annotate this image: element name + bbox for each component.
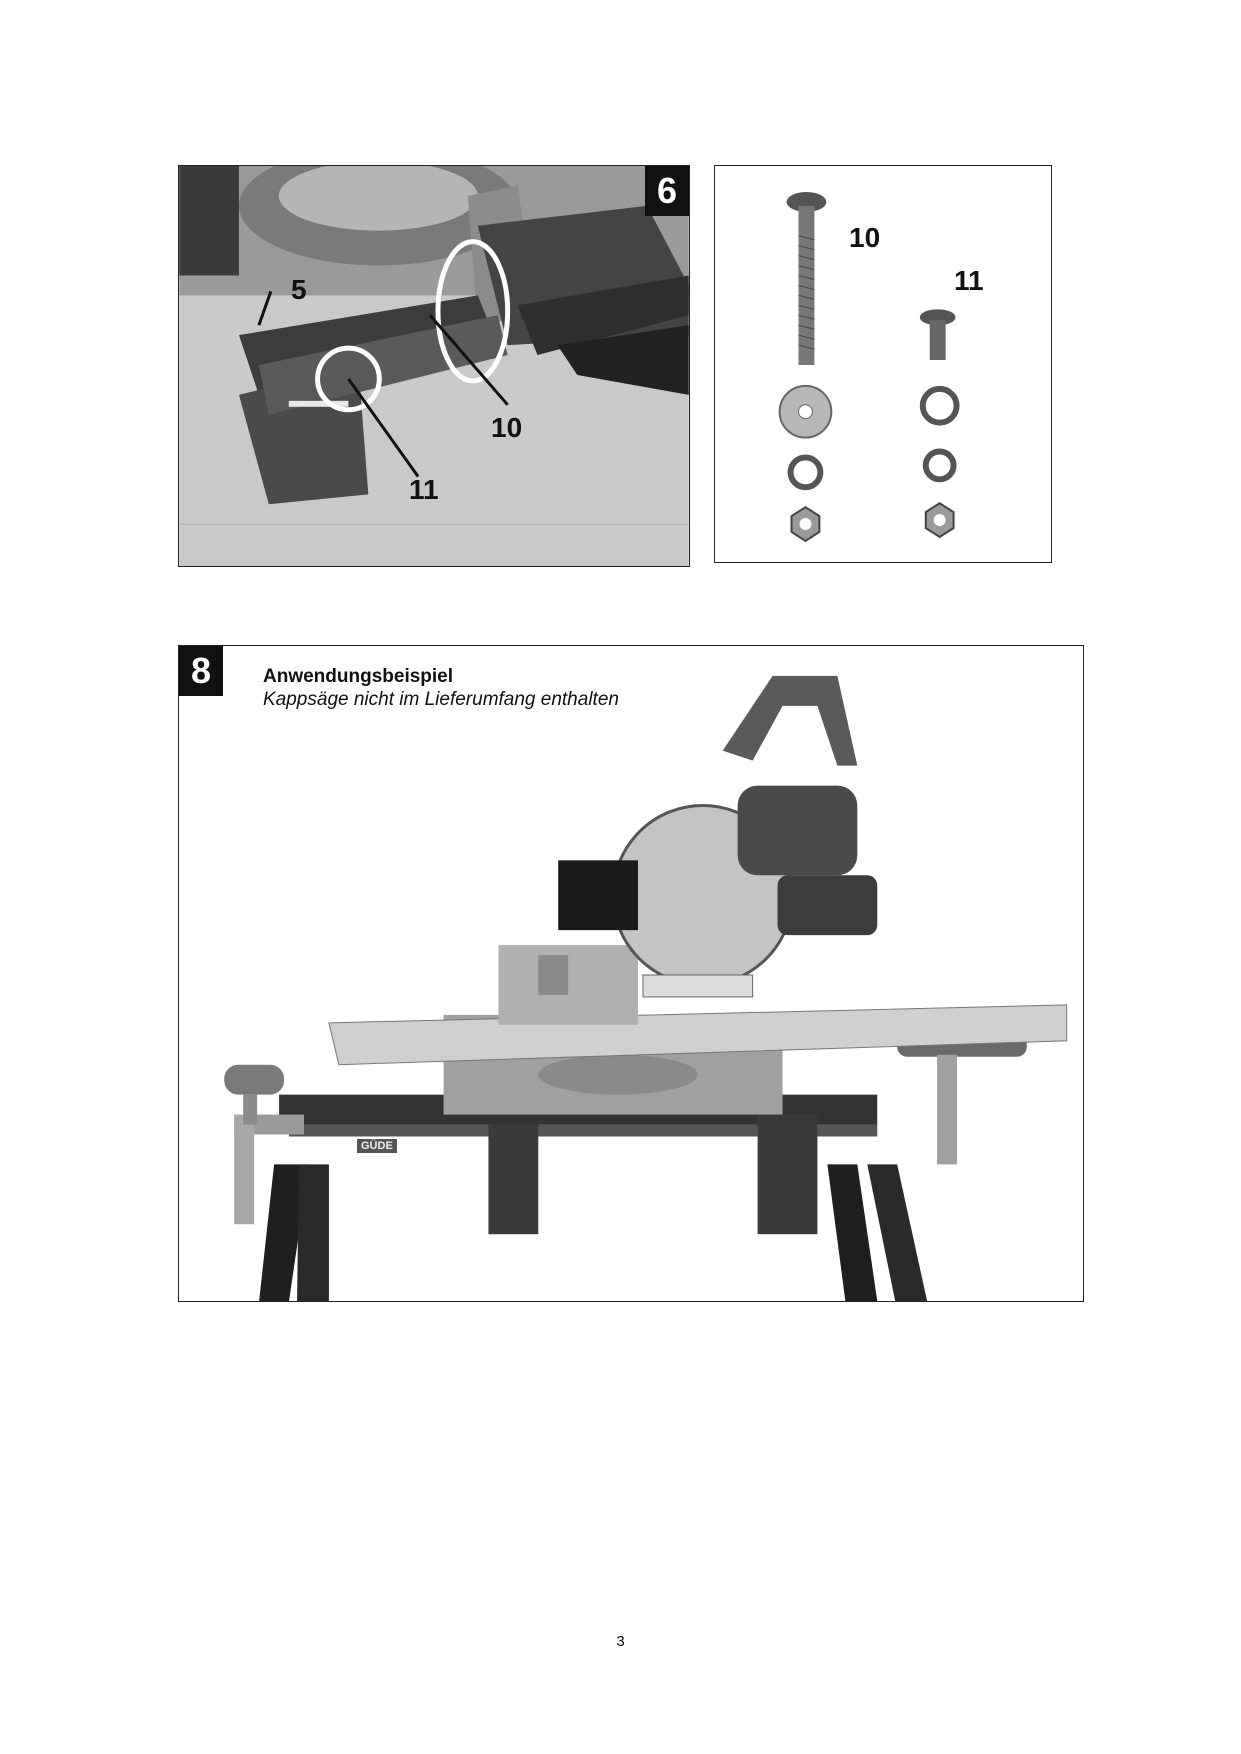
saw-on-stand-illustration	[179, 646, 1083, 1301]
figure-8-title: Anwendungsbeispiel	[263, 666, 454, 687]
brand-mark: GÜDE	[357, 1139, 397, 1153]
mounting-photo-illustration	[179, 166, 689, 566]
page-number: 3	[616, 1633, 625, 1650]
figure-6-photo	[178, 165, 690, 567]
figure-8-badge: 8	[179, 646, 223, 696]
figure-6-parts	[714, 165, 1052, 563]
callout-5: 5	[291, 274, 307, 305]
figure-8-application-example	[178, 645, 1084, 1302]
callout-10: 10	[491, 412, 523, 443]
callout-11: 11	[409, 474, 439, 505]
callout-10-parts: 10	[849, 222, 881, 253]
figure-8-subtitle: Kappsäge nicht im Lieferumfang enthalten	[263, 689, 619, 710]
figure-6-badge: 6	[645, 166, 689, 216]
callout-11-parts: 11	[954, 265, 984, 296]
parts-illustration	[715, 166, 1051, 562]
